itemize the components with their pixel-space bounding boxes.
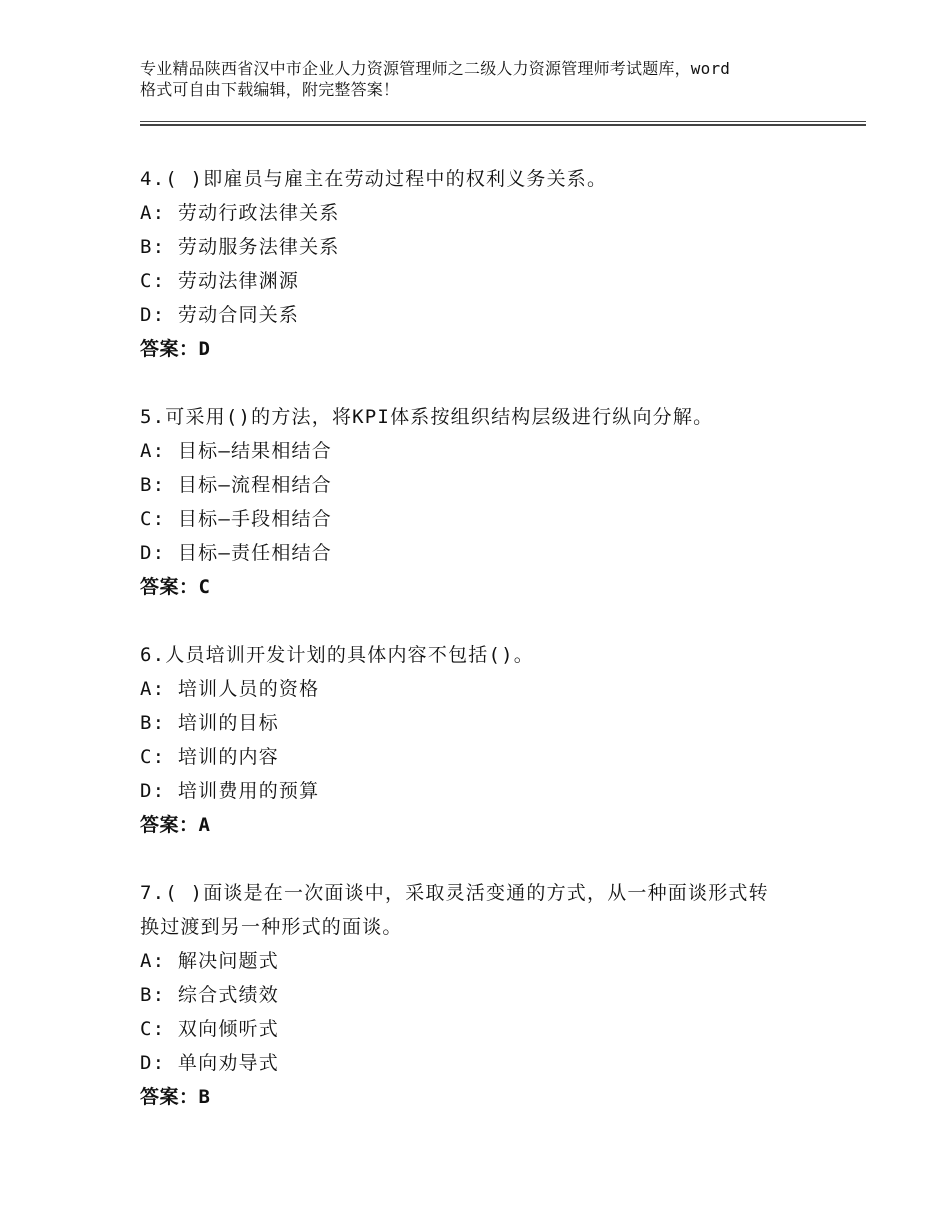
option-d: D: 目标—责任相结合 [140,542,332,564]
question-7 [140,876,820,1114]
option-a: A: 培训人员的资格 [140,678,320,700]
option-a: A: 劳动行政法律关系 [140,202,340,224]
option-b: B: 培训的目标 [140,712,279,734]
option-c: C: 双向倾听式 [140,1018,279,1040]
question-6 [140,638,820,842]
header-line-1: 专业精品陕西省汉中市企业人力资源管理师之二级人力资源管理师考试题库，word [140,59,731,78]
option-c: C: 培训的内容 [140,746,279,768]
question-stem: 4.( )即雇员与雇主在劳动过程中的权利义务关系。 [140,168,608,190]
question-stem-line-2: 换过渡到另一种形式的面谈。 [140,916,403,938]
option-c: C: 目标—手段相结合 [140,508,332,530]
question-spacer [140,842,820,876]
option-d: D: 培训费用的预算 [140,780,320,802]
option-d: D: 单向劝导式 [140,1052,279,1074]
option-d: D: 劳动合同关系 [140,304,300,326]
question-spacer [140,604,820,638]
option-b: B: 目标—流程相结合 [140,474,332,496]
header-divider-thin [140,121,866,122]
option-b: B: 劳动服务法律关系 [140,236,340,258]
question-stem: 6.人员培训开发计划的具体内容不包括()。 [140,644,534,666]
question-stem-line-1: 7.( )面谈是在一次面谈中，采取灵活变通的方式，从一种面谈形式转 [140,882,769,904]
question-stem: 5.可采用()的方法，将KPI体系按组织结构层级进行纵向分解。 [140,406,714,428]
header-line-2: 格式可自由下载编辑，附完整答案！ [140,80,400,99]
document-header [140,58,840,100]
answer-label: 答案：A [140,814,211,836]
answer-label: 答案：D [140,338,211,360]
option-a: A: 解决问题式 [140,950,279,972]
answer-label: 答案：C [140,576,211,598]
option-b: B: 综合式绩效 [140,984,279,1006]
question-spacer [140,366,820,400]
question-4 [140,162,820,366]
option-a: A: 目标—结果相结合 [140,440,332,462]
header-divider-thick [140,124,866,126]
answer-label: 答案：B [140,1086,211,1108]
question-5 [140,400,820,604]
question-list [140,162,820,1114]
option-c: C: 劳动法律渊源 [140,270,300,292]
